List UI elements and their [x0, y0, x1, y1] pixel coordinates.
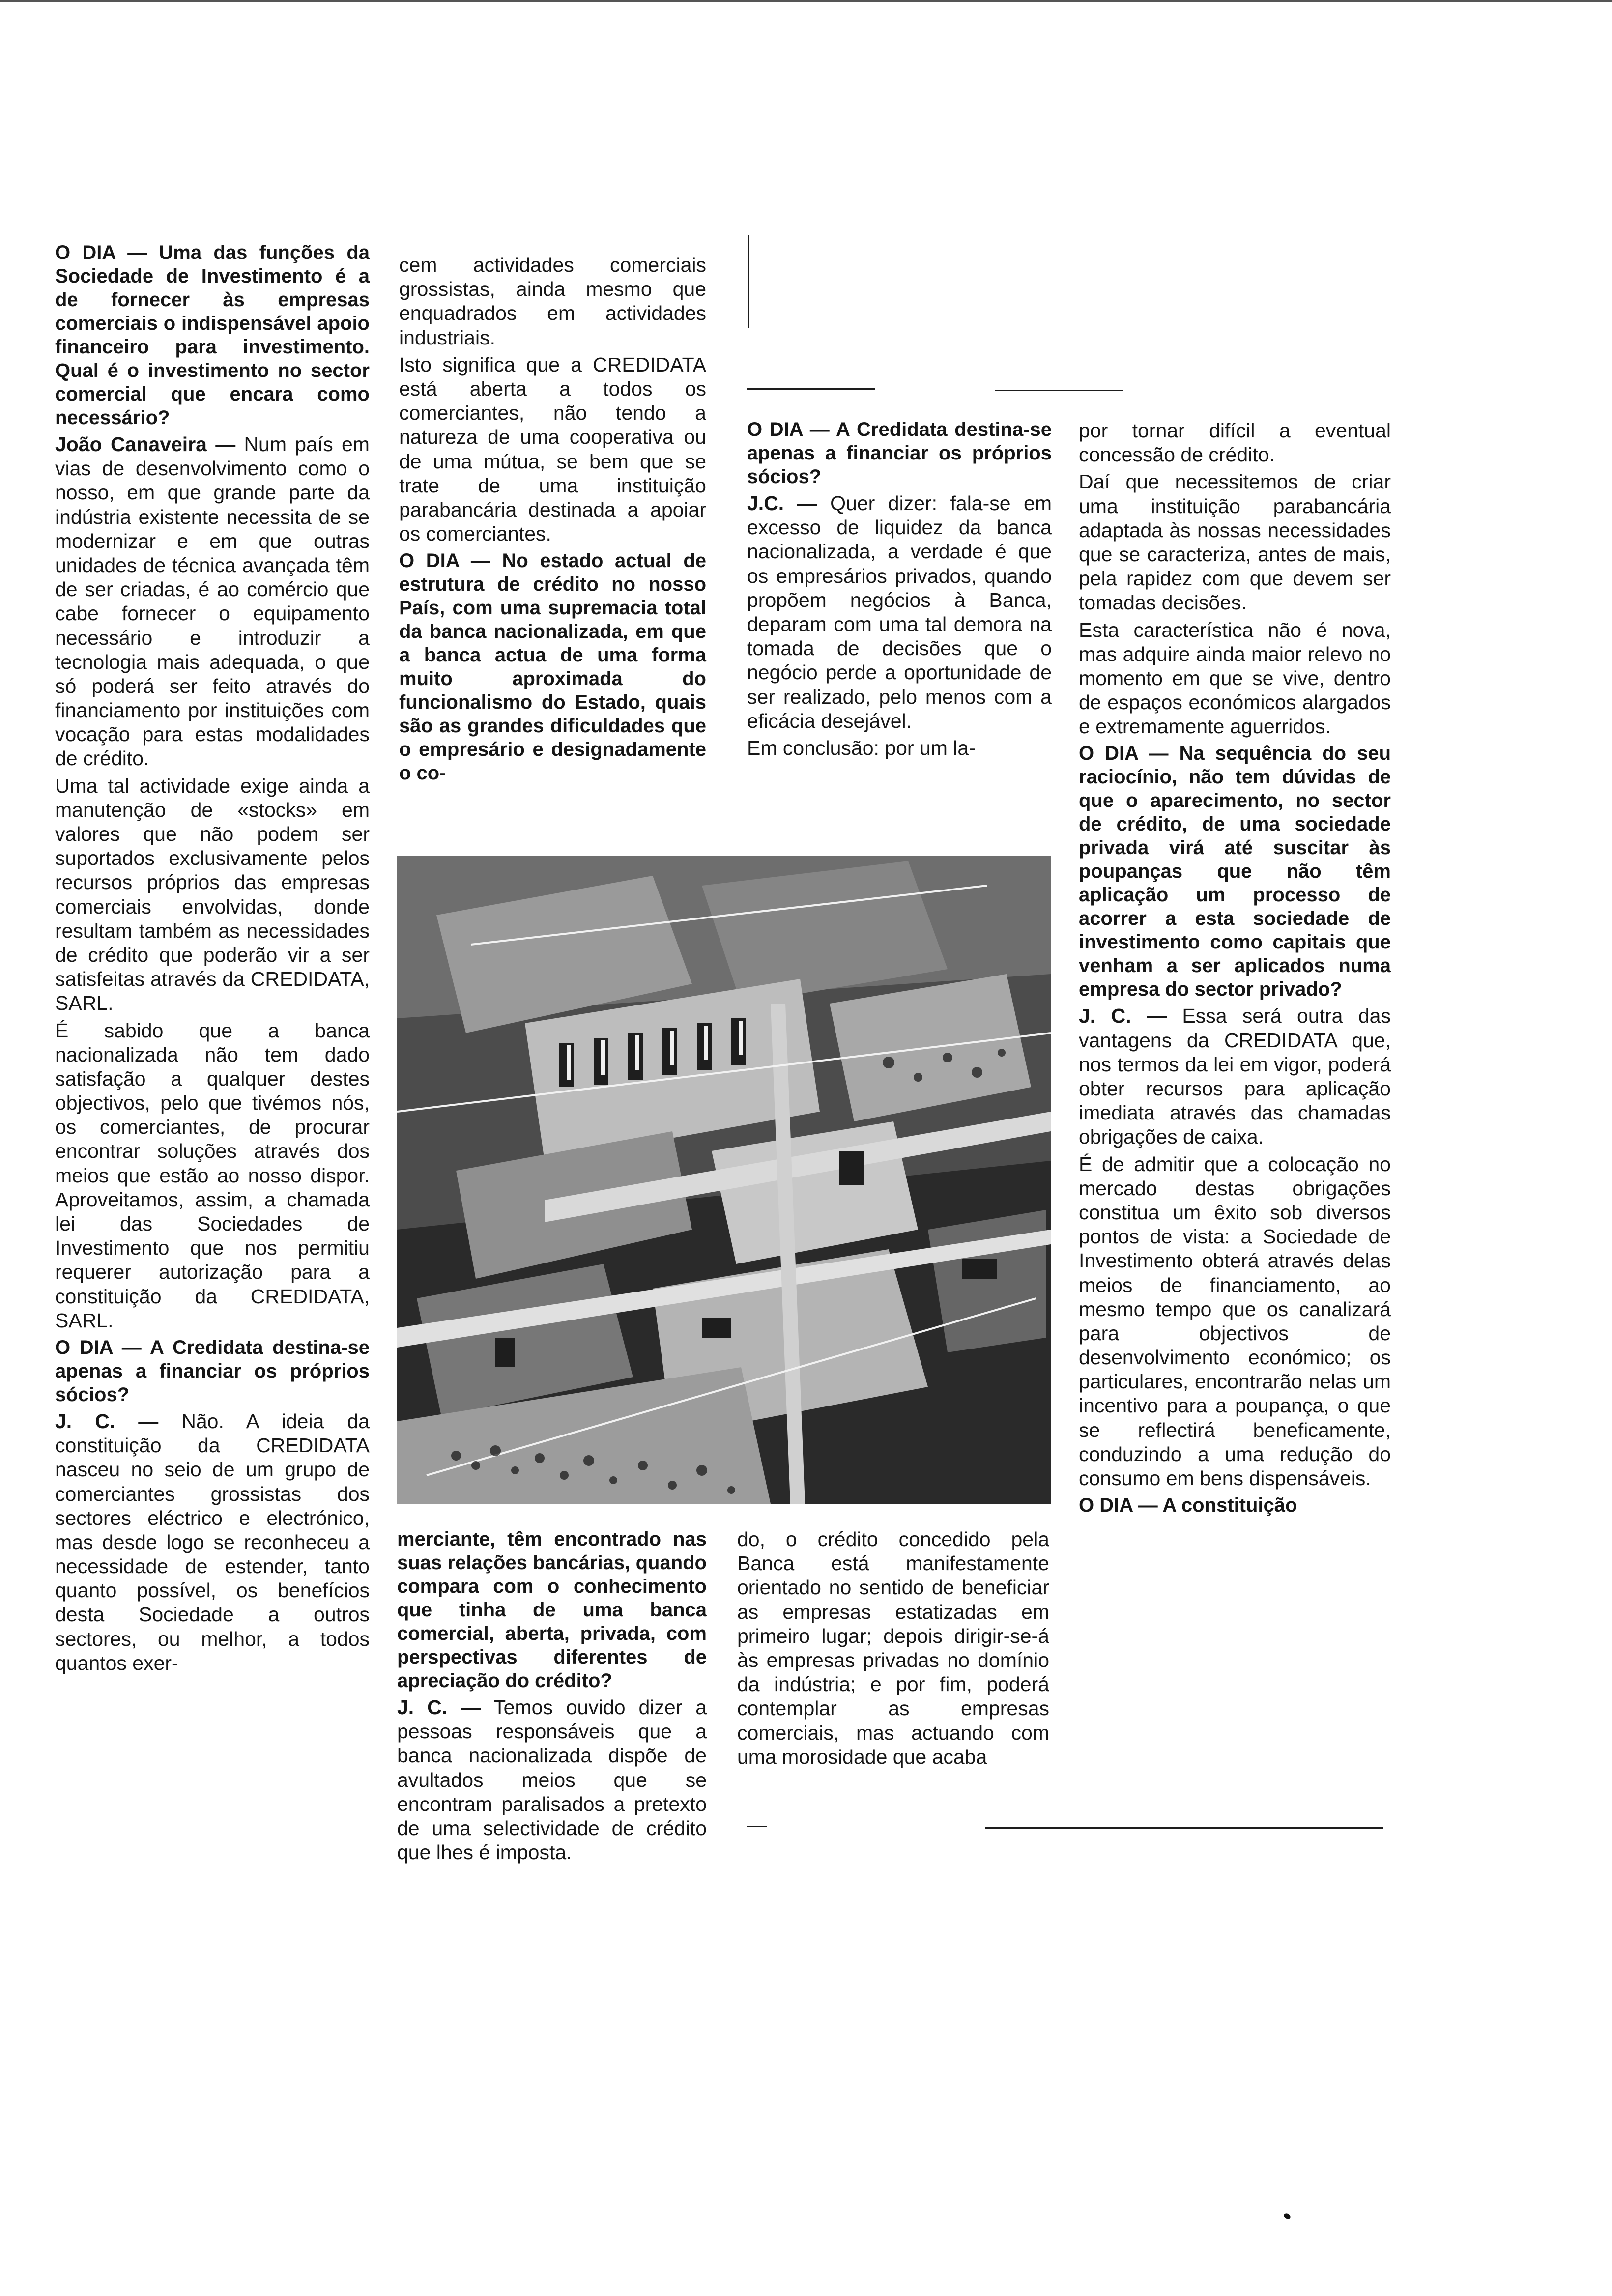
- question-paragraph: O DIA — Na sequência do seu raciocínio, não tem dúvidas de que o aparecimento, no sector de crédito, de uma sociedade privada virá até suscitar às poupanças que não têm aplicação um processo de acorrer a esta sociedade de investimento como capitais que venham a ser aplicados numa empresa do sector privado?: [1079, 743, 1391, 1001]
- paragraph-text: Temos ouvido dizer a pessoas responsáveis que a banca nacionalizada dispõe de avultados meios que se encontram paralisados a pretexto de uma selectividade de crédito que lhes é imposta.: [397, 1696, 707, 1864]
- article-column-3-top: [747, 418, 1052, 763]
- article-column-2-bottom: [397, 1527, 707, 1867]
- top-rule: [0, 0, 1612, 2]
- question-paragraph: O DIA — A Credidata destina-se apenas a financiar os próprios sócios?: [747, 419, 1052, 488]
- short-rule: [747, 1826, 767, 1827]
- article-column-3-bottom: [737, 1527, 1049, 1772]
- scan-speck: [1283, 2212, 1291, 2220]
- answer-paragraph: [397, 1695, 707, 1865]
- aerial-photo-graphic: [397, 856, 1051, 1504]
- body-paragraph: Daí que necessitemos de criar uma instituição parabancária adaptada às nossas necessidades que se caracteriza, antes de mais, pela rapidez com que devem ser tomadas decisões.: [1079, 470, 1391, 614]
- body-paragraph: É de admitir que a colocação no mercado destas obrigações constitua um êxito sob diversos pontos de vista: a Sociedade de Investimento obterá através delas meios de financiamento, ao mesmo tempo que os canalizará para objectivos de desenvolvimento económico; os particulares, encontrarão nelas um incentivo para a poupança, o que se reflectirá beneficamente, conduzindo a uma redução do consumo em bens dispensáveis.: [1079, 1152, 1391, 1490]
- question-paragraph: O DIA — No estado actual de estrutura de crédito no nosso País, com uma supremacia total da banca nacionalizada, em que a banca actua de uma forma muito aproximada do funcionalismo do Estado, quais são as grandes dificuldades que o empresário e designadamente o co-: [399, 550, 706, 784]
- vertical-rule: [748, 235, 749, 328]
- question-paragraph: O DIA — A Credidata destina-se apenas a financiar os próprios sócios?: [55, 1336, 370, 1406]
- aerial-photo: [397, 856, 1051, 1504]
- speaker-label: J. C. —: [397, 1696, 481, 1719]
- speaker-label: J. C. —: [55, 1409, 159, 1433]
- paragraph-text: Quer dizer: fala-se em excesso de liquidez da banca nacionalizada, a verdade é que os empresários privados, quando propõem negócios à Banca, deparam com uma tal demora na tomada de decisões que o negócio perde a oportunidade de ser realizado, pelo menos com a eficácia desejável.: [747, 492, 1052, 732]
- body-paragraph: Esta característica não é nova, mas adquire ainda maior relevo no momento em que se vive, dentro de espaços económicos alargados e extremamente aguerridos.: [1079, 618, 1391, 738]
- column-separator-rule: [747, 388, 875, 390]
- answer-paragraph: [55, 432, 370, 771]
- question-paragraph: merciante, têm encontrado nas suas relações bancárias, quando compara com o conhecimento que tinha de uma banca comercial, aberta, privada, com perspectivas diferentes de apreciação do crédito?: [397, 1528, 707, 1692]
- answer-paragraph: [55, 1409, 370, 1675]
- body-paragraph: Uma tal actividade exige ainda a manutenção de «stocks» em valores que não podem ser suportados exclusivamente pelos recursos próprios das empresas comerciais envolvidas, donde resultam também as necessidades de crédito que poderão vir a ser satisfeitas através da CREDIDATA, SARL.: [55, 774, 370, 1015]
- speaker-label: João Canaveira —: [55, 433, 236, 456]
- body-paragraph: Isto significa que a CREDIDATA está aberta a todos os comerciantes, não tendo a natureza de uma cooperativa ou de uma mútua, se bem que se trate de uma instituição parabancária destinada a apoiar os comerciantes.: [399, 353, 706, 545]
- article-column-4: [1079, 419, 1391, 1520]
- article-column-1: [55, 241, 370, 1678]
- question-paragraph: O DIA — Uma das funções da Sociedade de Investimento é a de fornecer às empresas comerciais o indispensável apoio financeiro para investimento. Qual é o investimento no sector comercial que encara como necessário?: [55, 242, 370, 429]
- answer-paragraph: [1079, 1004, 1391, 1149]
- bottom-rule: [985, 1827, 1383, 1829]
- body-paragraph: Em conclusão: por um la-: [747, 736, 976, 759]
- question-paragraph: O DIA — A constituição: [1079, 1494, 1297, 1517]
- body-paragraph: É sabido que a banca nacionalizada não tem dado satisfação a qualquer destes objectivos, pelo que tivémos nós, os comerciantes, de procurar encontrar soluções através dos meios que estão ao nosso dispor. Aproveitamos, assim, a chamada lei das Sociedades de Investimento que nos permitiu requerer autorização para a constituição da CREDIDATA, SARL.: [55, 1019, 370, 1332]
- answer-paragraph: [747, 491, 1052, 733]
- speaker-label: J. C. —: [1079, 1004, 1167, 1028]
- article-column-2-top: [399, 253, 706, 788]
- body-paragraph: cem actividades comerciais grossistas, ainda mesmo que enquadrados em actividades industriais.: [399, 254, 706, 349]
- speaker-label: J.C. —: [747, 492, 817, 515]
- paragraph-text: Num país em vias de desenvolvimento como o nosso, em que grande parte da indústria existente necessita de se modernizar e em que outras unidades de técnica avançada têm de ser criadas, é ao comércio que cabe fornecer o equipamento necessário e introduzir a tecnologia mais adequada, o que só poderá ser feito através do financiamento por instituições com vocação para estas modalidades de crédito.: [55, 433, 370, 770]
- body-paragraph: por tornar difícil a eventual concessão de crédito.: [1079, 419, 1391, 466]
- paragraph-text: Não. A ideia da constituição da CREDIDATA nasceu no seio de um grupo de comerciantes grossistas dos sectores eléctrico e electrónico, mas desde logo se reconheceu a necessidade de estender, tanto quanto possível, os benefícios desta Sociedade a outros sectores, ou melhor, a todos quantos exer-: [55, 1409, 370, 1674]
- paragraph-text: Essa será outra das vantagens da CREDIDATA que, nos termos da lei em vigor, poderá obter recursos para aplicação imediata através das chamadas obrigações de caixa.: [1079, 1004, 1391, 1148]
- body-paragraph: do, o crédito concedido pela Banca está manifestamente orientado no sentido de beneficiar as empresas estatizadas em primeiro lugar; depois dirigir-se-á às empresas privadas no domínio da indústria; e por fim, poderá contemplar as empresas comerciais, mas actuando com uma morosidade que acaba: [737, 1528, 1049, 1768]
- column-separator-rule: [995, 390, 1123, 391]
